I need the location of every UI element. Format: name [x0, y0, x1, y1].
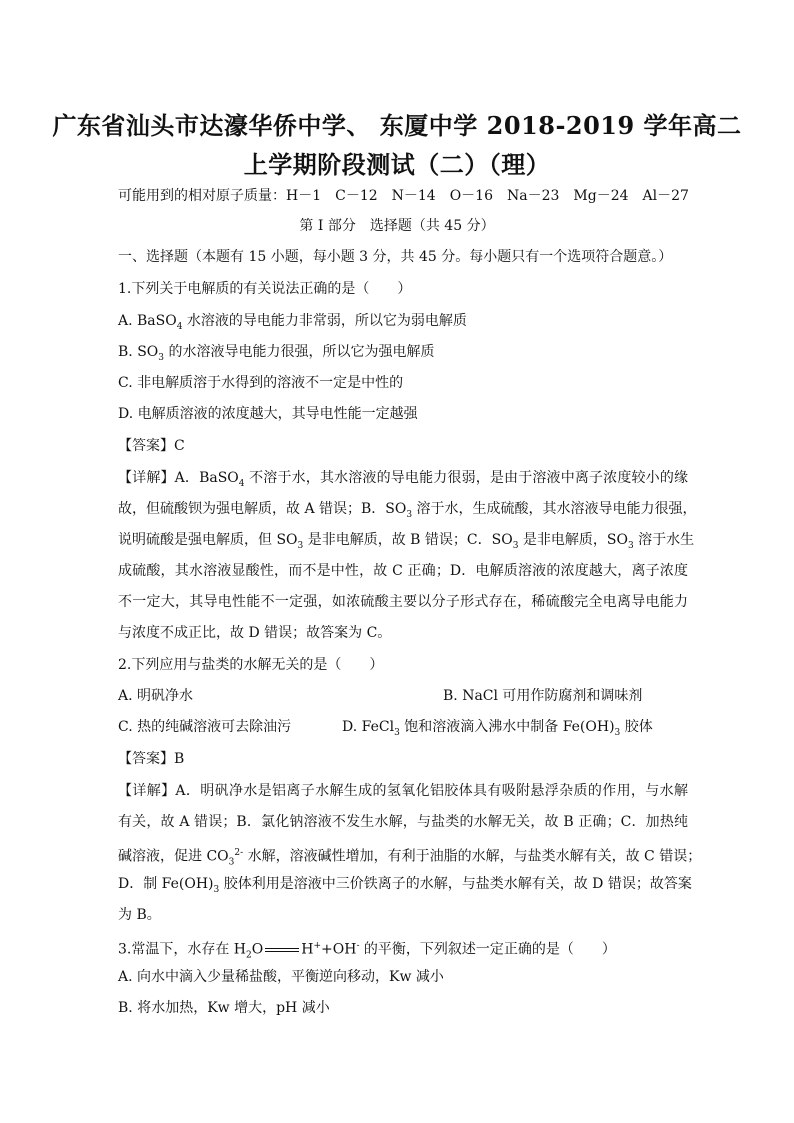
q1-option-a: A. BaSO$_4$ 水溶液的导电能力非常弱，所以它为弱电解质 — [118, 313, 467, 332]
part-header: 第 I 部分 选择题（共 45 分） — [299, 218, 495, 234]
equilibrium-arrow-icon — [265, 946, 299, 954]
q1-stem: 1.下列关于电解质的有关说法正确的是（ ） — [118, 281, 412, 297]
q1-option-d: D. 电解质溶液的浓度越大，其导电性能一定越强 — [118, 406, 418, 422]
q1-explanation-line: 成硫酸，其水溶液显酸性，而不是中性，故 C 正确；D．电解质溶液的浓度越大，离子浓度 — [118, 563, 688, 579]
q1-explanation-line: 与浓度不成正比，故 D 错误；故答案为 C。 — [118, 625, 392, 641]
q2-explanation-line: 【详解】A．明矾净水是铝离子水解生成的氢氧化铝胶体具有吸附悬浮杂质的作用，与水解 — [118, 783, 688, 799]
doc-title-line-2: 上学期阶段测试（二）（理） — [243, 150, 551, 179]
q2-option-c: C. 热的纯碱溶液可去除油污 — [118, 719, 292, 735]
q3-stem: 3.常温下，水存在 $H_2O$ H++OH- 的平衡，下列叙述一定正确的是（ ） — [118, 941, 616, 961]
q2-explanation-line: 为 B。 — [118, 907, 161, 923]
q2-option-d: D. FeCl$_3$ 饱和溶液滴入沸水中制备 $Fe(OH)_3$ 胶体 — [342, 719, 653, 738]
q2-explanation-line: 碱溶液，促进 $CO_3^{2-}$ 水解，溶液碱性增加，有利于油脂的水解，与盐类水解有关，故 C 错误； — [118, 848, 702, 868]
q2-option-a: A. 明矾净水 — [118, 688, 194, 704]
q1-explanation-line: 【详解】A．BaSO$_4$ 不溶于水，其水溶液的导电能力很弱，是由于溶液中离子浓度较小的缘 — [118, 470, 688, 489]
q2-stem: 2.下列应用与盐类的水解无关的是（ ） — [118, 657, 384, 673]
doc-title-line-1: 广东省汕头市达濠华侨中学、 东厦中学 2018-2019 学年高二 — [52, 111, 742, 140]
q1-explanation-line: 不一定大，其导电性能不一定强，如浓硫酸主要以分子形式存在，稀硫酸完全电离导电能力 — [118, 594, 688, 610]
q1-answer: 【答案】C — [118, 438, 185, 454]
q3-option-a: A. 向水中滴入少量稀盐酸，平衡逆向移动，Kw 减小 — [118, 969, 444, 985]
q3-option-b: B. 将水加热，Kw 增大，pH 减小 — [118, 1000, 330, 1016]
q2-explanation-line: D．制 $Fe(OH)_3$ 胶体利用是溶液中三价铁离子的水解，与盐类水解有关，故 D 错误；故答案 — [118, 876, 692, 895]
section-header: 一、选择题（本题有 15 小题，每小题 3 分，共 45 分。每小题只有一个选项符合题意。） — [118, 249, 673, 265]
q2-option-b: B. NaCl 可用作防腐剂和调味剂 — [443, 688, 643, 704]
q2-answer: 【答案】B — [118, 751, 185, 767]
q1-option-c: C. 非电解质溶于水得到的溶液不一定是中性的 — [118, 375, 404, 391]
q2-explanation-line: 有关，故 A 错误；B．氯化钠溶液不发生水解，与盐类的水解无关，故 B 正确；C．加热纯 — [118, 814, 688, 830]
atomic-masses-note: 可能用到的相对原子质量：H－1 C－12 N－14 O－16 Na－23 Mg－24 Al－27 — [118, 188, 689, 204]
q1-option-b: B. $SO_3$ 的水溶液导电能力很强，所以它为强电解质 — [118, 344, 435, 363]
q1-explanation-line: 说明硫酸是强电解质，但 $SO_3$ 是非电解质，故 B 错误；C．$SO_3$ 是非电解质，$SO_3$ 溶于水生 — [118, 532, 695, 551]
q1-explanation-line: 故，但硫酸钡为强电解质，故 A 错误；B．$SO_3$ 溶于水，生成硫酸，其水溶液导电能力很强， — [118, 501, 697, 520]
